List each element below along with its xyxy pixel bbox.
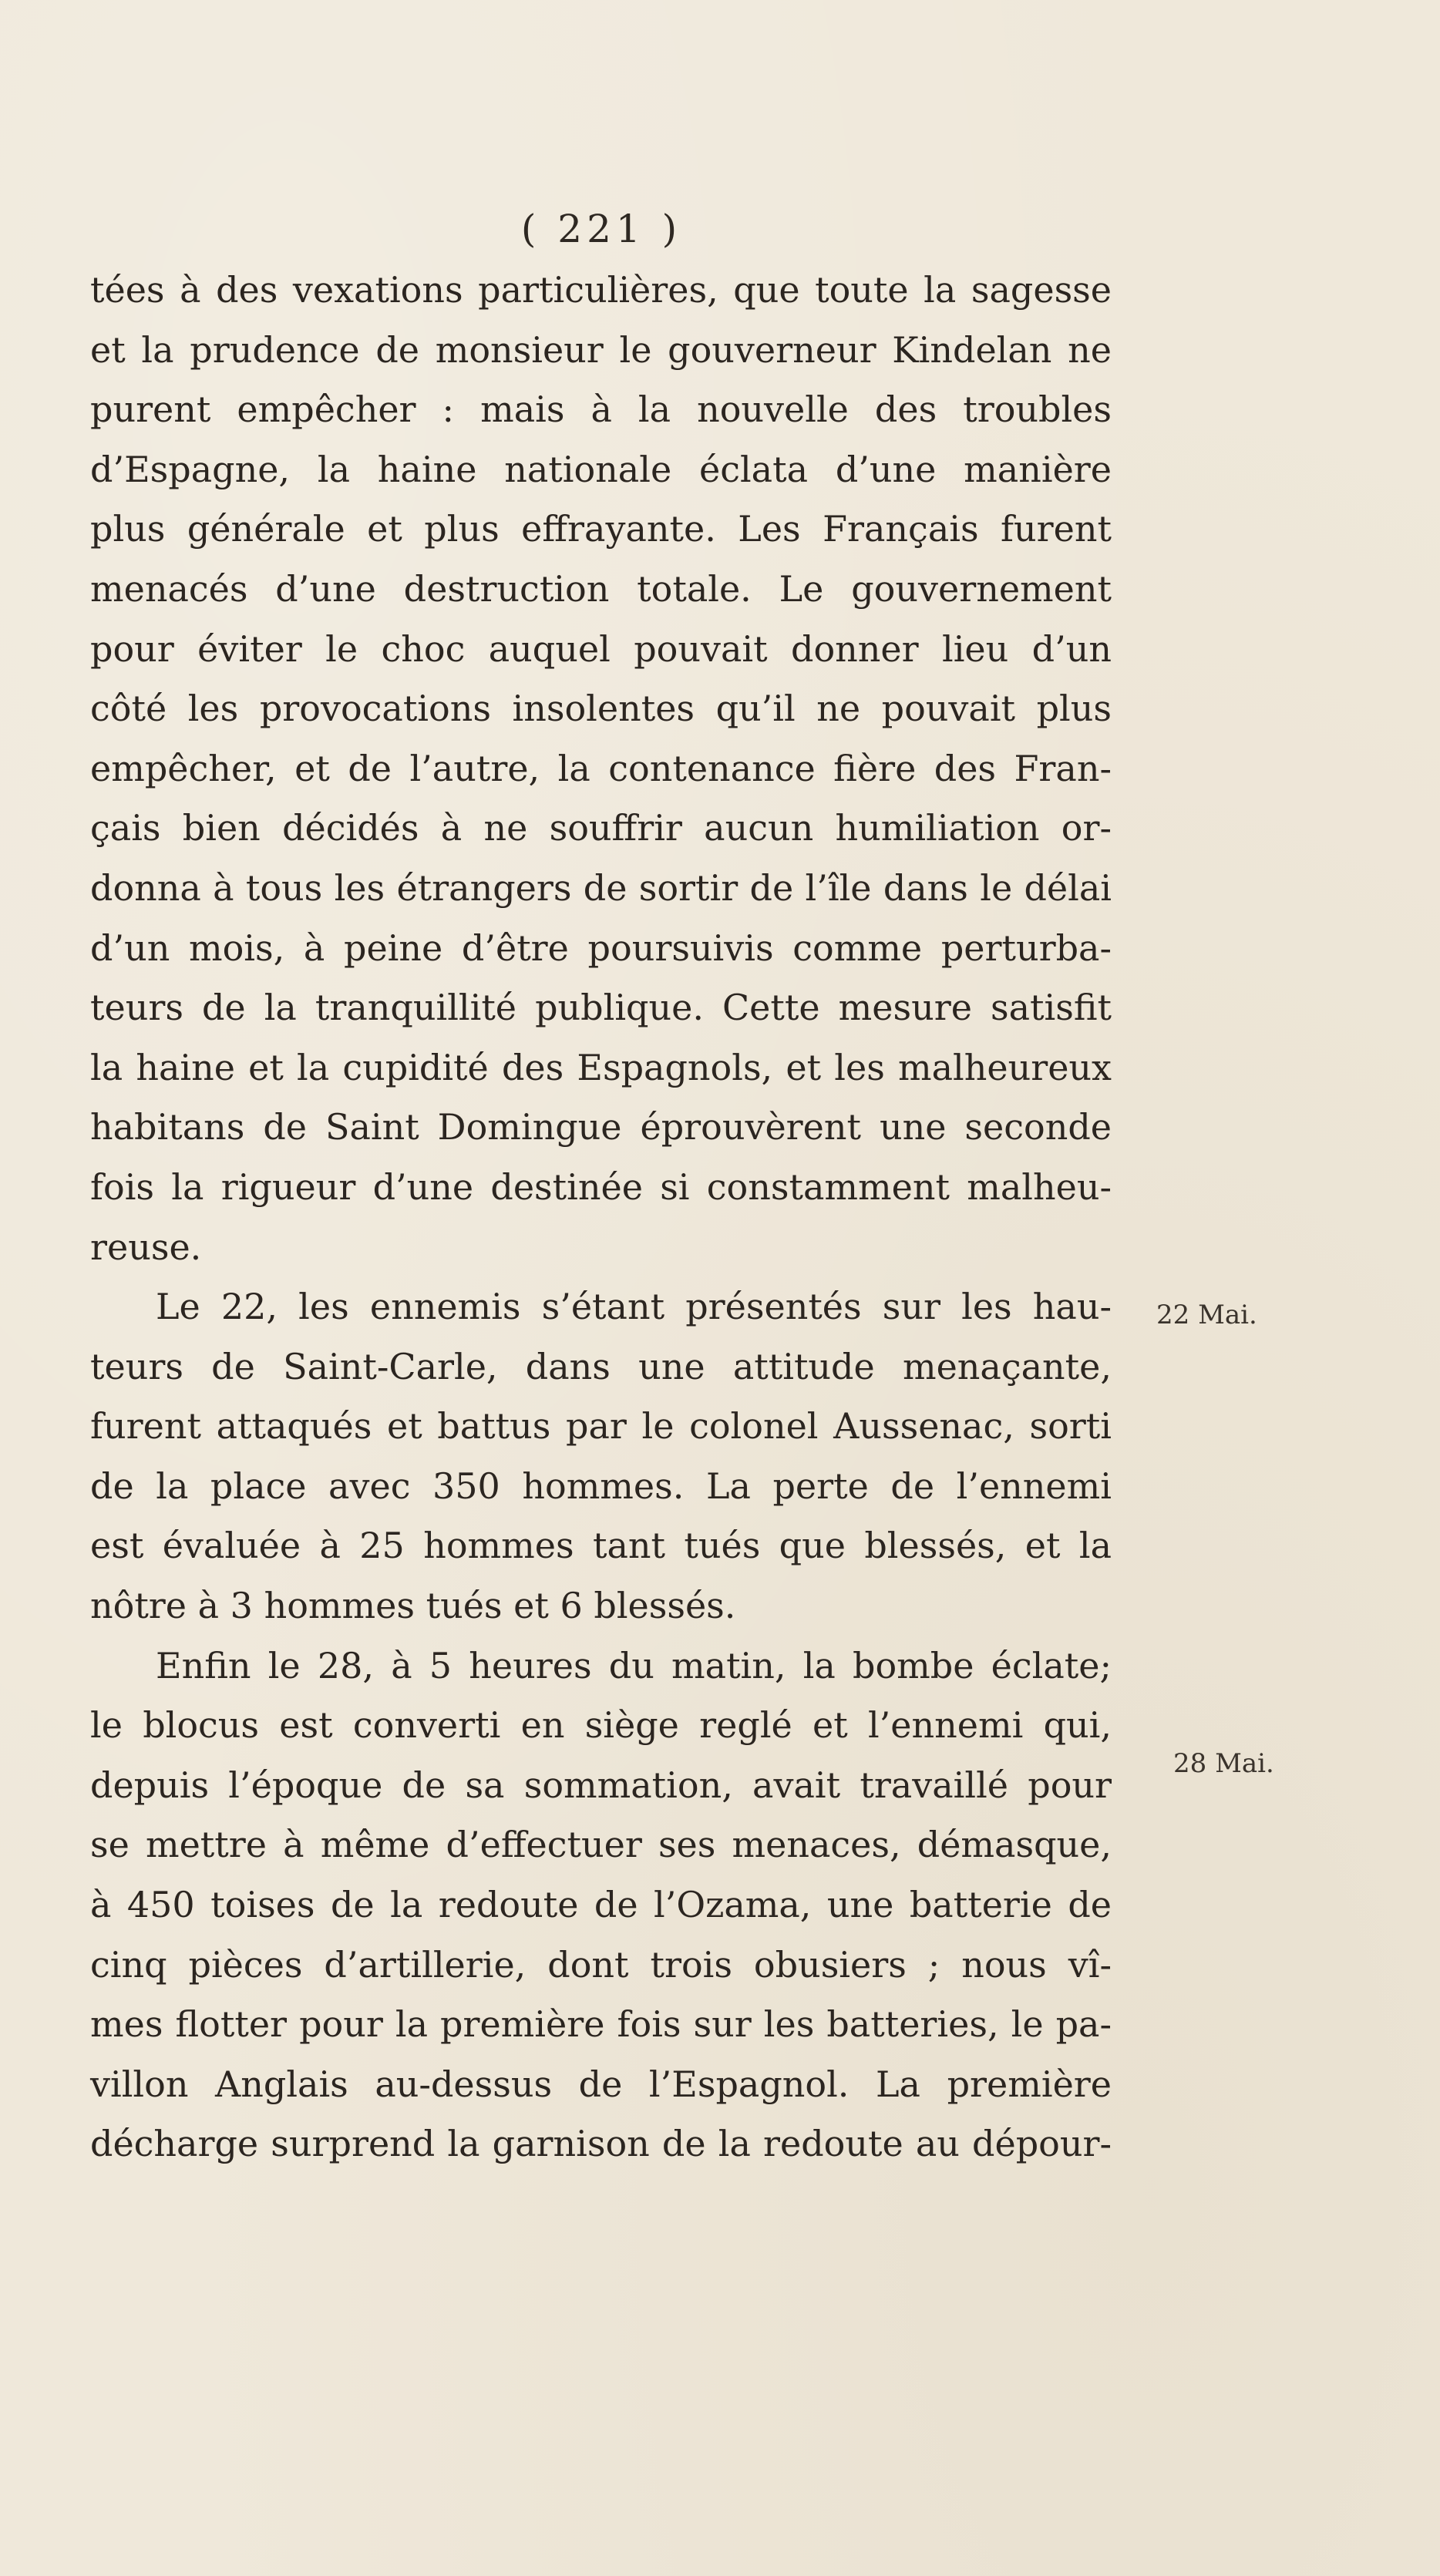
- text-line: menacés d’une destruction totale. Le gouvernement: [90, 567, 1112, 610]
- text-line: villon Anglais au-dessus de l’Espagnol. La première: [90, 2063, 1112, 2105]
- text-line: donna à tous les étrangers de sortir de l’île dans le délai: [90, 866, 1112, 909]
- text-line: empêcher, et de l’autre, la contenance fière des Fran-: [90, 747, 1112, 789]
- page-number: ( 221 ): [520, 207, 682, 251]
- text-line: Enfin le 28, à 5 heures du matin, la bombe éclate;: [156, 1644, 1112, 1687]
- text-line: teurs de Saint-Carle, dans une attitude menaçante,: [90, 1345, 1112, 1387]
- text-line: tées à des vexations particulières, que toute la sagesse: [90, 269, 1112, 311]
- text-line: purent empêcher : mais à la nouvelle des troubles: [90, 388, 1112, 431]
- text-line: çais bien décidés à ne souffrir aucun humiliation or-: [90, 807, 1112, 849]
- text-line: la haine et la cupidité des Espagnols, et les malheureux: [90, 1046, 1112, 1088]
- text-line: côté les provocations insolentes qu’il ne pouvait plus: [90, 688, 1112, 730]
- text-line: pour éviter le choc auquel pouvait donner lieu d’un: [90, 627, 1112, 670]
- text-line: habitans de Saint Domingue éprouvèrent une seconde: [90, 1106, 1112, 1148]
- text-line: décharge surprend la garnison de la redoute au dépour-: [90, 2123, 1112, 2165]
- text-line: depuis l’époque de sa sommation, avait travaillé pour: [90, 1764, 1112, 1806]
- paragraph-3: [90, 1636, 1112, 2174]
- text-line: se mettre à même d’effectuer ses menaces, démasque,: [90, 1824, 1112, 1866]
- text-line: et la prudence de monsieur le gouverneur Kindelan ne: [90, 328, 1112, 371]
- text-line: mes flotter pour la première fois sur les batteries, le pa-: [90, 2003, 1112, 2046]
- paragraph-2: [90, 1277, 1112, 1636]
- body-text: [90, 261, 1112, 2174]
- text-line: le blocus est converti en siège reglé et l’ennemi qui,: [90, 1704, 1112, 1747]
- text-line: cinq pièces d’artillerie, dont trois obusiers ; nous vî-: [90, 1943, 1112, 1986]
- text-line: d’Espagne, la haine nationale éclata d’une manière: [90, 448, 1112, 490]
- text-line: nôtre à 3 hommes tués et 6 blessés.: [90, 1585, 736, 1627]
- text-line: fois la rigueur d’une destinée si constamment malheu-: [90, 1165, 1112, 1208]
- text-line: Le 22, les ennemis s’étant présentés sur les hau-: [156, 1286, 1112, 1328]
- margin-note-date: 28 Mai.: [1173, 1748, 1274, 1779]
- paragraph-1: [90, 261, 1112, 1277]
- text-line: est évaluée à 25 hommes tant tués que blessés, et la: [90, 1525, 1112, 1567]
- margin-note-date: 22 Mai.: [1156, 1300, 1257, 1330]
- text-line: de la place avec 350 hommes. La perte de l’ennemi: [90, 1465, 1112, 1507]
- text-line: plus générale et plus effrayante. Les Français furent: [90, 508, 1112, 550]
- text-line: teurs de la tranquillité publique. Cette mesure satisfit: [90, 987, 1112, 1029]
- text-line: d’un mois, à peine d’être poursuivis comme perturba-: [90, 926, 1112, 969]
- text-line: reuse.: [90, 1226, 202, 1268]
- text-line: furent attaqués et battus par le colonel Aussenac, sorti: [90, 1405, 1112, 1448]
- text-line: à 450 toises de la redoute de l’Ozama, une batterie de: [90, 1884, 1112, 1926]
